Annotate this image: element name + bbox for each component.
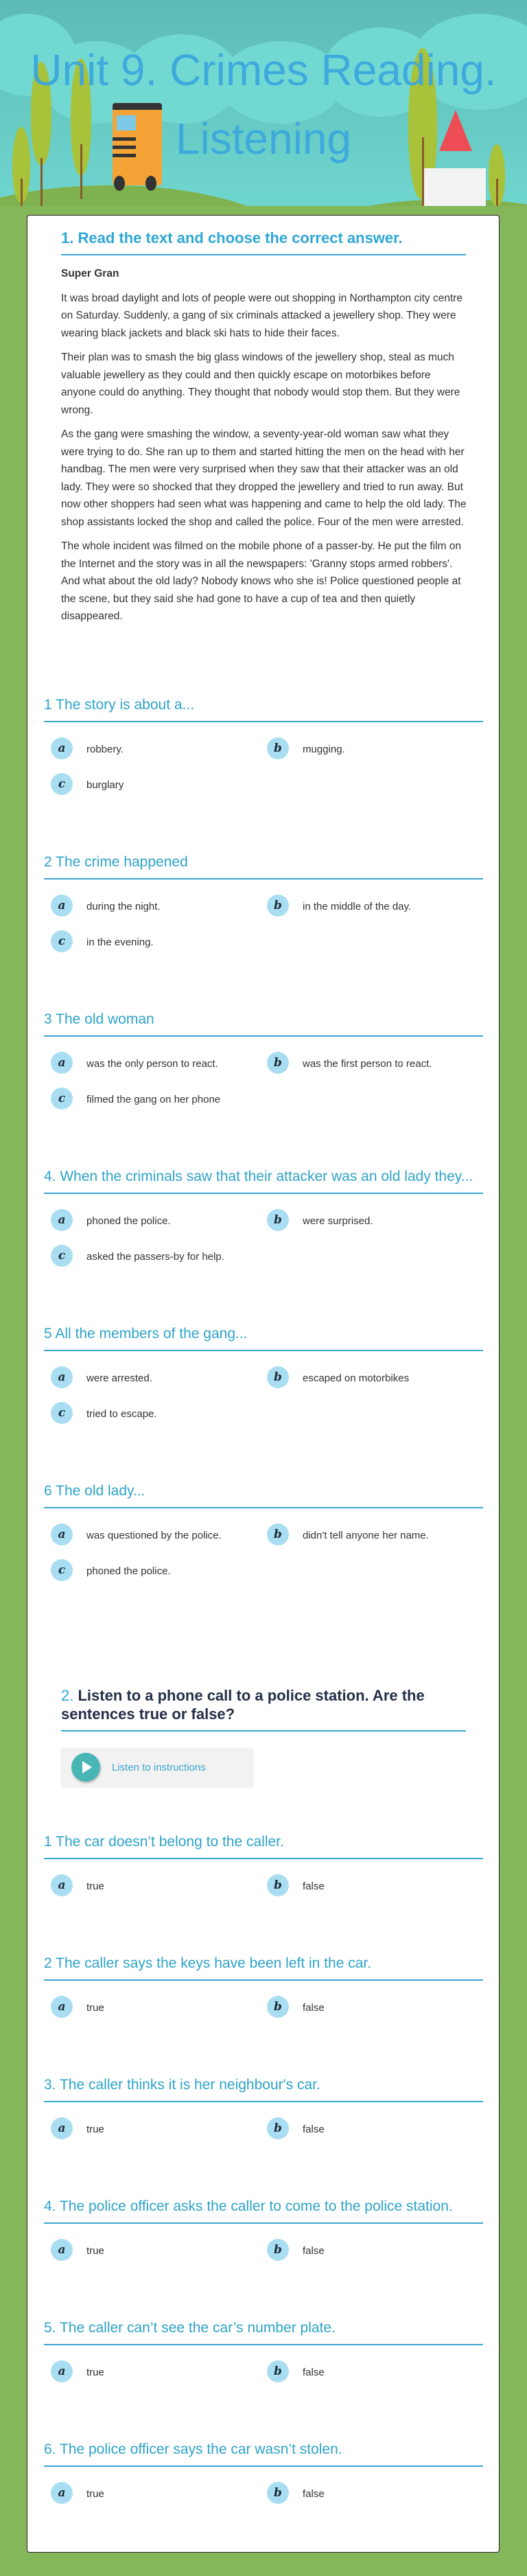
section-2 bbox=[61, 1686, 466, 1786]
options bbox=[44, 2482, 483, 2504]
answer-option-c[interactable] bbox=[44, 1245, 260, 1267]
option-letter-badge: b bbox=[267, 2117, 289, 2139]
listening-questions bbox=[44, 1832, 483, 2562]
answer-option-a[interactable] bbox=[44, 1366, 260, 1388]
passage-paragraph: It was broad daylight and lots of people were out shopping in Northampton city centre on Saturday. Suddenly, a gang of six criminals attacked a jewellery shop. They were wearing black jackets and black ski hats to hide their faces. bbox=[61, 292, 463, 339]
option-text: false bbox=[303, 2124, 325, 2135]
option-letter-badge: c bbox=[51, 1245, 73, 1267]
question-text: 6 The old lady... bbox=[44, 1482, 483, 1508]
answer-option-a[interactable] bbox=[44, 1052, 260, 1074]
house-illustration bbox=[424, 168, 486, 206]
option-text: didn't tell anyone her name. bbox=[303, 1530, 429, 1541]
option-text: was the first person to react. bbox=[303, 1058, 432, 1070]
option-letter-badge: b bbox=[267, 1523, 289, 1545]
answer-option-a[interactable] bbox=[44, 2360, 260, 2382]
option-letter-badge: b bbox=[267, 2482, 289, 2504]
answer-option-b[interactable] bbox=[260, 2482, 476, 2504]
answer-option-b[interactable] bbox=[260, 2360, 476, 2382]
answer-option-a[interactable] bbox=[44, 2482, 260, 2504]
question bbox=[44, 2319, 483, 2382]
question bbox=[44, 2075, 483, 2139]
reading-passage bbox=[61, 265, 467, 632]
option-text: false bbox=[303, 2245, 325, 2257]
answer-option-a[interactable] bbox=[44, 1523, 260, 1545]
answer-option-a[interactable] bbox=[44, 2239, 260, 2261]
answer-option-a[interactable] bbox=[44, 1996, 260, 2018]
options bbox=[44, 1996, 483, 2018]
passage-paragraph: As the gang were smashing the window, a seventy-year-old woman saw what they were trying to do. She ran up to them and started hitting the men on the head with her handbag. The men were very surprised when they saw that their attacker was an old lady. They were so shocked that they dropped the jewellery and tried to run away. But now other shoppers had seen what was happening and came to help the old lady. The shop assistants locked the shop and called the police. Four of the men were arrested. bbox=[61, 428, 467, 528]
question-text: 1 The story is about a... bbox=[44, 695, 483, 722]
worksheet-card bbox=[27, 215, 500, 2553]
option-letter-badge: c bbox=[51, 1088, 73, 1109]
question-text: 5. The caller can’t see the car’s number plate. bbox=[44, 2319, 483, 2345]
option-text: true bbox=[86, 1881, 104, 1892]
answer-option-c[interactable] bbox=[44, 1559, 260, 1581]
option-text: asked the passers-by for help. bbox=[86, 1251, 224, 1263]
answer-option-a[interactable] bbox=[44, 1874, 260, 1896]
question-text: 4. The police officer asks the caller to come to the police station. bbox=[44, 2197, 483, 2224]
option-text: mugging. bbox=[303, 744, 345, 755]
options bbox=[44, 1874, 483, 1896]
listen-to-instructions-button[interactable] bbox=[61, 1748, 253, 1786]
question-text: 2 The crime happened bbox=[44, 853, 483, 879]
section-1-title: 1. Read the text and choose the correct answer. bbox=[61, 228, 466, 255]
option-letter-badge: b bbox=[267, 1052, 289, 1074]
answer-option-b[interactable] bbox=[260, 1366, 476, 1388]
option-text: during the night. bbox=[86, 901, 161, 912]
passage-title: Super Gran bbox=[61, 268, 119, 279]
option-letter-badge: a bbox=[51, 895, 73, 917]
option-letter-badge: b bbox=[267, 1366, 289, 1388]
option-text: tried to escape. bbox=[86, 1408, 157, 1420]
question bbox=[44, 1832, 483, 1896]
question-text: 4. When the criminals saw that their attacker was an old lady they... bbox=[44, 1167, 483, 1194]
option-letter-badge: c bbox=[51, 1559, 73, 1581]
answer-option-c[interactable] bbox=[44, 930, 260, 952]
option-letter-badge: b bbox=[267, 1996, 289, 2018]
option-letter-badge: a bbox=[51, 1874, 73, 1896]
option-text: were arrested. bbox=[86, 1372, 152, 1384]
options bbox=[44, 737, 483, 795]
option-text: were surprised. bbox=[303, 1215, 373, 1227]
option-letter-badge: b bbox=[267, 895, 289, 917]
option-letter-badge: a bbox=[51, 2482, 73, 2504]
options bbox=[44, 2239, 483, 2261]
question-text: 3 The old woman bbox=[44, 1010, 483, 1037]
answer-option-c[interactable] bbox=[44, 1402, 260, 1424]
options bbox=[44, 1209, 483, 1267]
option-text: true bbox=[86, 2245, 104, 2257]
page-title: Unit 9. Crimes Reading. Listening bbox=[30, 45, 497, 163]
option-text: filmed the gang on her phone bbox=[86, 1094, 221, 1105]
option-text: robbery. bbox=[86, 744, 124, 755]
option-letter-badge: a bbox=[51, 2239, 73, 2261]
header-banner bbox=[0, 0, 527, 206]
question bbox=[44, 1324, 483, 1424]
answer-option-b[interactable] bbox=[260, 1523, 476, 1545]
option-text: false bbox=[303, 2002, 325, 2014]
option-letter-badge: a bbox=[51, 737, 73, 759]
option-text: in the middle of the day. bbox=[303, 901, 412, 912]
option-text: phoned the police. bbox=[86, 1215, 171, 1227]
options bbox=[44, 2117, 483, 2139]
answer-option-b[interactable] bbox=[260, 1874, 476, 1896]
option-letter-badge: a bbox=[51, 2360, 73, 2382]
option-text: true bbox=[86, 2488, 104, 2500]
question-text: 3. The caller thinks it is her neighbour's car. bbox=[44, 2075, 483, 2102]
option-letter-badge: a bbox=[51, 2117, 73, 2139]
listen-label: Listen to instructions bbox=[112, 1761, 206, 1773]
option-text: true bbox=[86, 2002, 104, 2014]
option-letter-badge: b bbox=[267, 2360, 289, 2382]
option-letter-badge: b bbox=[267, 737, 289, 759]
option-letter-badge: c bbox=[51, 1402, 73, 1424]
answer-option-b[interactable] bbox=[260, 895, 476, 917]
answer-option-c[interactable] bbox=[44, 773, 260, 795]
answer-option-b[interactable] bbox=[260, 1209, 476, 1231]
passage-paragraph: The whole incident was filmed on the mobile phone of a passer-by. He put the film on the Internet and the story was in all the newspapers: 'Granny stops armed robbers'. And what about the old lady? Nobody knows who she is! Police questioned people at the scene, but they said she had gone to have a cup of tea and then quietly disappeared. bbox=[61, 540, 462, 622]
answer-option-b[interactable] bbox=[260, 1052, 476, 1074]
option-text: true bbox=[86, 2124, 104, 2135]
question-text: 1 The car doesn’t belong to the caller. bbox=[44, 1832, 483, 1859]
answer-option-a[interactable] bbox=[44, 737, 260, 759]
option-letter-badge: a bbox=[51, 1523, 73, 1545]
answer-option-b[interactable] bbox=[260, 2117, 476, 2139]
option-text: false bbox=[303, 1881, 325, 1892]
answer-option-c[interactable] bbox=[44, 1088, 260, 1109]
question-text: 2 The caller says the keys have been left in the car. bbox=[44, 1954, 483, 1981]
section-number: 2. bbox=[61, 1687, 74, 1704]
option-text: in the evening. bbox=[86, 936, 154, 948]
option-letter-badge: c bbox=[51, 930, 73, 952]
passage-paragraph: Their plan was to smash the big glass windows of the jewellery shop, steal as much valuable jewellery as they could and then quickly escape on motorbikes before anyone could do anything. They thought that nobody would stop them. But they were wrong. bbox=[61, 352, 460, 416]
question bbox=[44, 1010, 483, 1109]
question bbox=[44, 695, 483, 795]
option-letter-badge: a bbox=[51, 1052, 73, 1074]
option-text: burglary bbox=[86, 779, 124, 791]
option-letter-badge: a bbox=[51, 1996, 73, 2018]
question bbox=[44, 2197, 483, 2261]
option-letter-badge: b bbox=[267, 1874, 289, 1896]
option-letter-badge: b bbox=[267, 1209, 289, 1231]
question bbox=[44, 1167, 483, 1267]
option-text: false bbox=[303, 2488, 325, 2500]
option-text: was the only person to react. bbox=[86, 1058, 218, 1070]
section-2-title-text: Listen to a phone call to a police station. Are the sentences true or false? bbox=[61, 1687, 425, 1723]
option-text: phoned the police. bbox=[86, 1565, 171, 1577]
question-text: 6. The police officer says the car wasn’t stolen. bbox=[44, 2440, 483, 2467]
options bbox=[44, 1052, 483, 1109]
option-text: false bbox=[303, 2367, 325, 2378]
question bbox=[44, 1482, 483, 1581]
question bbox=[44, 2440, 483, 2504]
question bbox=[44, 853, 483, 952]
option-text: true bbox=[86, 2367, 104, 2378]
answer-option-b[interactable] bbox=[260, 1996, 476, 2018]
play-icon bbox=[71, 1753, 100, 1782]
reading-questions bbox=[44, 695, 483, 1639]
option-letter-badge: a bbox=[51, 1209, 73, 1231]
answer-option-b[interactable] bbox=[260, 2239, 476, 2261]
option-letter-badge: c bbox=[51, 773, 73, 795]
answer-option-a[interactable] bbox=[44, 895, 260, 917]
option-letter-badge: a bbox=[51, 1366, 73, 1388]
question-text: 5 All the members of the gang... bbox=[44, 1324, 483, 1351]
options bbox=[44, 1366, 483, 1424]
question bbox=[44, 1954, 483, 2018]
answer-option-a[interactable] bbox=[44, 1209, 260, 1231]
option-letter-badge: b bbox=[267, 2239, 289, 2261]
options bbox=[44, 2360, 483, 2382]
option-text: escaped on motorbikes bbox=[303, 1372, 410, 1384]
answer-option-a[interactable] bbox=[44, 2117, 260, 2139]
answer-option-b[interactable] bbox=[260, 737, 476, 759]
options bbox=[44, 1523, 483, 1581]
section-2-title bbox=[61, 1686, 466, 1732]
option-text: was questioned by the police. bbox=[86, 1530, 222, 1541]
options bbox=[44, 895, 483, 952]
